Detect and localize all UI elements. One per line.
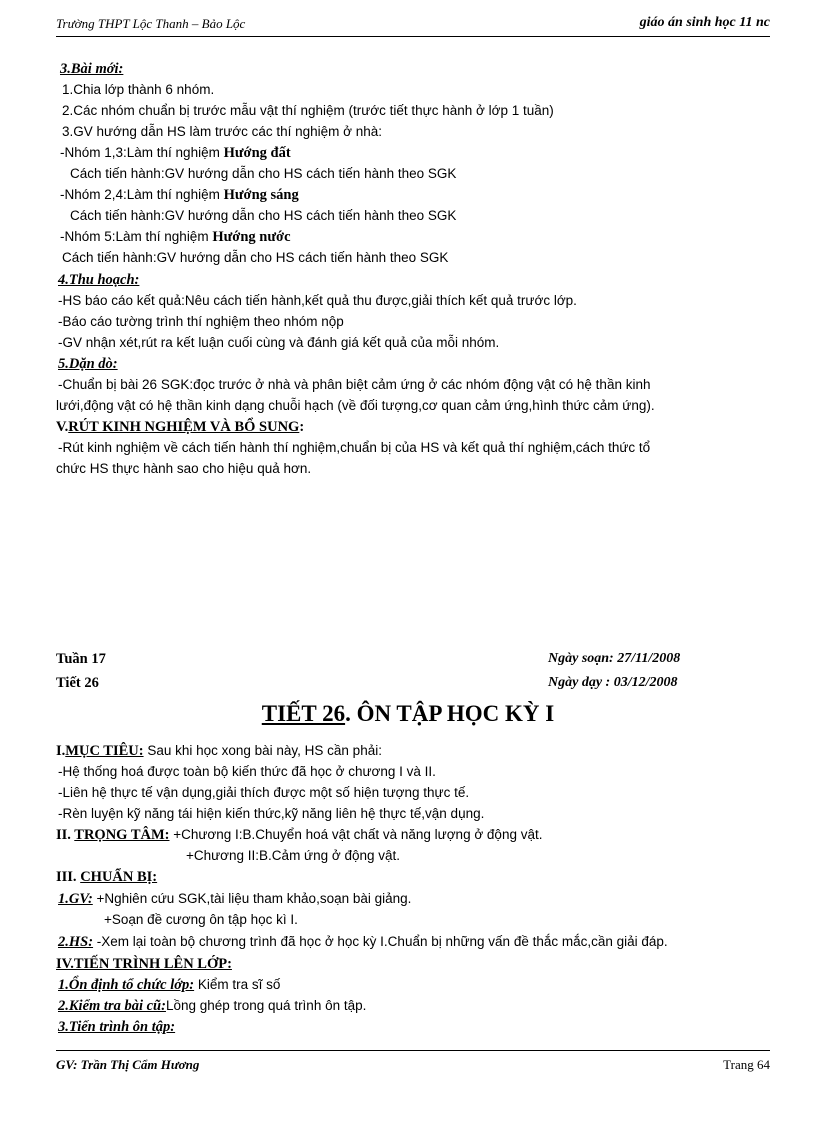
section4-line: -Báo cáo tường trình thí nghiệm theo nhóm nộp xyxy=(58,314,344,329)
section3-line: 1.Chia lớp thành 6 nhóm. xyxy=(62,82,215,97)
prep-gv: 1.GV: +Nghiên cứu SGK,tài liệu tham khảo,soạn bài giảng. xyxy=(58,891,412,907)
process-item-1: 1.Ổn định tổ chức lớp: Kiểm tra sĩ số xyxy=(58,977,281,993)
section-v-line: chức HS thực hành sao cho hiệu quả hơn. xyxy=(56,461,312,476)
objective-item: -Liên hệ thực tế vận dụng,giải thích được một số hiện tượng thực tế. xyxy=(58,785,470,800)
page-number: Trang 64 xyxy=(723,1057,770,1072)
section-v-line: -Rút kinh nghiệm về cách tiến hành thí nghiệm,chuẩn bị của HS và kết quả thí nghiệm,cách thức tổ xyxy=(58,440,651,455)
date-taught: Ngày dạy : 03/12/2008 xyxy=(548,675,678,690)
group-5-detail: Cách tiến hành:GV hướng dẫn cho HS cách tiến hành theo SGK xyxy=(62,250,449,265)
week-label: Tuần 17 xyxy=(56,651,106,667)
prep-heading: III. CHUẨN BỊ: xyxy=(56,869,158,885)
section5-heading: 5.Dặn dò: xyxy=(58,356,118,372)
group-1-3-detail: Cách tiến hành:GV hướng dẫn cho HS cách tiến hành theo SGK xyxy=(70,166,457,181)
process-heading: IV.TIẾN TRÌNH LÊN LỚP: xyxy=(56,956,232,972)
prep-gv-item: +Soạn đề cương ôn tập học kì I. xyxy=(104,912,298,927)
section5-line: lưới,động vật có hệ thần kinh dạng chuỗi hạch (về đối tượng,cơ quan cảm ứng,hình thức cảm ứng). xyxy=(56,398,655,413)
section3-line: 2.Các nhóm chuẩn bị trước mẫu vật thí nghiệm (trước tiết thực hành ở lớp 1 tuần) xyxy=(62,103,554,118)
group-1-3: -Nhóm 1,3:Làm thí nghiệm Hướng đất xyxy=(60,145,291,161)
section4-line: -GV nhận xét,rút ra kết luận cuối cùng và đánh giá kết quả của mỗi nhóm. xyxy=(58,335,500,350)
page-title: TIẾT 26. ÔN TẬP HỌC KỲ I xyxy=(261,701,555,726)
objective-item: -Hệ thống hoá được toàn bộ kiến thức đã học ở chương I và II. xyxy=(58,764,436,779)
date-prepared: Ngày soạn: 27/11/2008 xyxy=(548,651,681,666)
focus-heading: II. TRỌNG TÂM: +Chương I:B.Chuyển hoá vật chất và năng lượng ở động vật. xyxy=(56,827,543,843)
objectives-heading: I.MỤC TIÊU: Sau khi học xong bài này, HS cần phải: xyxy=(56,743,382,759)
group-2-4: -Nhóm 2,4:Làm thí nghiệm Hướng sáng xyxy=(60,187,299,203)
objective-item: -Rèn luyện kỹ năng tái hiện kiến thức,kỹ năng liên hệ thực tế,vận dụng. xyxy=(58,806,485,821)
subject-name: giáo án sinh học 11 nc xyxy=(639,15,770,30)
section4-line: -HS báo cáo kết quả:Nêu cách tiến hành,kết quả thu được,giải thích kết quả trước lớp. xyxy=(58,293,577,308)
section3-heading: 3.Bài mới: xyxy=(60,61,124,77)
school-name: Trường THPT Lộc Thanh – Bảo Lộc xyxy=(56,16,246,31)
page-header xyxy=(56,10,770,37)
section-v-heading: V.RÚT KINH NGHIỆM VÀ BỔ SUNG: xyxy=(56,419,305,435)
teacher-name: GV: Trần Thị Cẩm Hương xyxy=(56,1057,200,1072)
group-5: -Nhóm 5:Làm thí nghiệm Hướng nước xyxy=(60,229,291,245)
section3-line: 3.GV hướng dẫn HS làm trước các thí nghiệm ở nhà: xyxy=(62,124,383,139)
prep-hs: 2.HS: -Xem lại toàn bộ chương trình đã học ở học kỳ I.Chuẩn bị những vấn đề thắc mắc,cần giải đáp. xyxy=(58,934,668,950)
group-2-4-detail: Cách tiến hành:GV hướng dẫn cho HS cách tiến hành theo SGK xyxy=(70,208,457,223)
focus-item: +Chương II:B.Cảm ứng ở động vật. xyxy=(186,848,401,863)
process-item-2: 2.Kiểm tra bài cũ:Lồng ghép trong quá trình ôn tập. xyxy=(58,998,367,1014)
period-label: Tiết 26 xyxy=(56,675,99,691)
process-item-3: 3.Tiến trình ôn tập: xyxy=(58,1019,176,1035)
section5-line: -Chuẩn bị bài 26 SGK:đọc trước ở nhà và phân biệt cảm ứng ở các nhóm động vật có hệ thần kinh xyxy=(58,377,651,392)
section4-heading: 4.Thu hoạch: xyxy=(58,272,140,288)
page-footer xyxy=(56,1050,770,1077)
